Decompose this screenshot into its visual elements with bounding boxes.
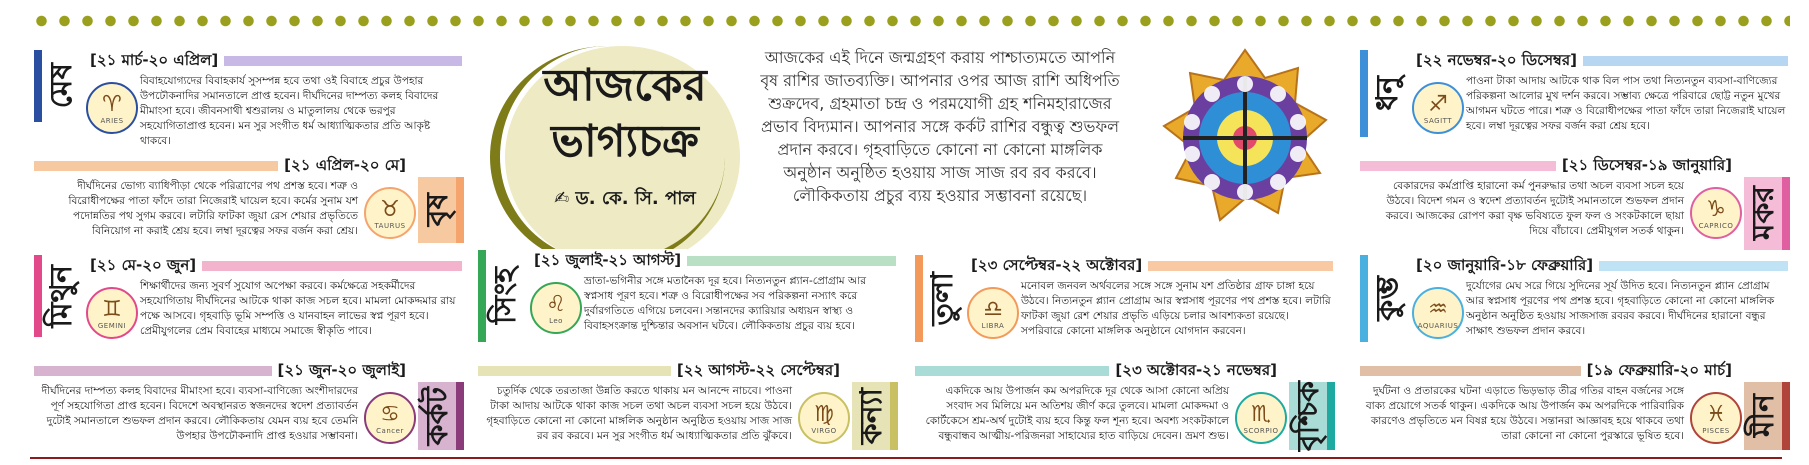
sign-name: তুলা	[924, 271, 960, 326]
zodiac-symbol-icon	[1412, 82, 1464, 134]
header-bar	[915, 366, 1109, 376]
sign-block	[34, 155, 464, 243]
sign-date-header	[915, 360, 1283, 382]
zodiac-symbol-icon	[1412, 287, 1464, 339]
zodiac-symbol-icon	[967, 287, 1019, 339]
sign-name-tab	[1360, 255, 1406, 342]
sign-name: মিথুন	[43, 264, 79, 328]
sign-date-range: [২২ আগস্ট-২২ সেপ্টেম্বর]	[671, 359, 846, 384]
sign-forecast-text: বেকারদের কর্মপ্রাপ্তি হারানো কর্ম পুনরুদ্ধার তথা অচল ব্যবসা সচল হয়ে উঠবে। বিদেশ গমন ও স্বদেশ প্রত্যাবর্তন দুটোই সমানতালে শুভফল প্রদান করবে। আজকের রোপণ করা বৃক্ষ ভবিষ্যতে ফুল ফল ও সংকটকালে ছায়া দিয়ে বাঁচাবে। প্রেমীযুগল সতর্ক থাকুন।	[1385, 180, 1684, 237]
zodiac-glyph: ♋	[380, 401, 400, 427]
zodiac-glyph: ♒	[1428, 296, 1448, 322]
zodiac-label: Cancer	[376, 426, 404, 435]
sign-block	[34, 50, 464, 147]
header-bar	[202, 261, 462, 271]
sign-block	[478, 360, 898, 450]
sign-name-tab	[1744, 177, 1790, 250]
title-line-2: ভাগ্যচক্র	[551, 116, 699, 167]
sign-forecast-text: দীর্ঘদিনের ভোগ্য ব্যাধিপীড়া থেকে পরিত্রাণের পথ প্রশস্ত হবে। শত্রু ও বিরোধীপক্ষের পাতা ফাঁদে তারা নিজেরাই ঘায়েল হবে। কর্মের সুনাম যশ পদোন্নতির পথ সুগম করবে। লটারি ফাটকা জুয়া রেস শেয়ার প্রভৃতিতে বিনিয়োগ না করাই শ্রেয় হবে। লম্বা দূরত্বের সফর বর্জন করা শ্রেয়।	[68, 180, 358, 237]
sign-date-header	[84, 50, 462, 72]
sign-name-tab	[418, 177, 464, 243]
sign-forecast-text: দুর্যোগের মেঘ সরে গিয়ে সুদিনের সূর্য উদিত হবে। নিত্যনতুন প্ল্যান প্রোগ্রাম আর স্বপ্নসাধ পূরণের পথ প্রশস্ত হবে। গৃহবাড়িতে কোনো না কোনো মাঙ্গলিক অনুষ্ঠান অনুষ্ঠিত হওয়ায় সাজসাজ রবরব করবে। দীর্ঘদিনের হারানো বন্ধুর সাক্ষাৎ শুভফল প্রদান করবে।	[1466, 280, 1775, 337]
sign-block	[1360, 50, 1790, 145]
sign-date-header	[84, 255, 462, 277]
header-bar	[34, 161, 278, 171]
sign-forecast-text: শিক্ষার্থীদের জন্য সুবর্ণ সুযোগ অপেক্ষা করবে। কর্মক্ষেত্রে সহকর্মীদের সহযোগিতায় দীর্ঘদিনের আটকে থাকা কাজ সচল হবে। মামলা মোকদ্দমার রায় পক্ষে আসবে। গৃহবাড়ি ভূমি সম্পত্তি ও যানবাহন লাভের স্বপ্ন পূরণ হবে। প্রেমীযুগলের প্রেম বিবাহের মাধ্যমে সমাজে স্বীকৃতি পাবে।	[140, 280, 456, 337]
sign-date-header	[528, 250, 896, 272]
zodiac-glyph: ♓	[1706, 401, 1726, 427]
intro-paragraph: আজকের এই দিনে জন্মগ্রহণ করায় পাশ্চাত্যমতে আপনি বৃষ রাশির জাতব্যক্তি। আপনার ওপর আজ রাশি অধিপতি শুক্রদেব, গ্রহমাতা চন্দ্র ও পরমযোগী গ্রহ শনিমহারাজের প্রভাব বিদ্যমান। আপনার সঙ্গে কর্কট রাশির বন্ধুত্ব শুভফল প্রদান করবে। গৃহবাড়িতে কোনো না কোনো মাঙ্গলিক অনুষ্ঠান অনুষ্ঠিত হওয়ায় সাজ সাজ রব রব করবে। লৌকিকতায় প্রচুর ব্যয় হওয়ার সম্ভাবনা রয়েছে।	[760, 48, 1120, 205]
sign-date-range: [২১ মার্চ-২০ এপ্রিল]	[84, 49, 224, 74]
zodiac-glyph: ♎	[983, 296, 1003, 322]
title-line-1: আজকের	[543, 60, 707, 111]
header-bar	[1360, 366, 1581, 376]
sign-name: বৃষ	[419, 193, 455, 227]
header-bar	[1583, 56, 1788, 66]
sign-name: মকর	[1745, 186, 1781, 241]
sign-date-range: [২০ জানুয়ারি-১৮ ফেব্রুয়ারি]	[1410, 254, 1599, 279]
sign-date-header	[965, 255, 1333, 277]
header-bar	[1360, 161, 1556, 171]
sign-date-range: [২১ ডিসেম্বর-১৯ জানুয়ারি]	[1556, 154, 1738, 179]
pen-icon: ✍	[554, 188, 570, 209]
zodiac-label: ARIES	[100, 116, 124, 125]
sign-name-tab	[1744, 382, 1790, 450]
zodiac-label: AQUARIUS	[1417, 321, 1459, 330]
zodiac-glyph: ♑	[1706, 196, 1726, 222]
zodiac-symbol-icon	[86, 287, 138, 339]
sign-forecast-text: বিবাহযোগ্যদের বিবাহকার্য সুসম্পন্ন হবে তথা ওই বিবাহে প্রচুর উপহার উপঢৌকনাদির সমানতালে প্রাপ্ত হবেন। দীর্ঘদিনের দাম্পত্য কলহ বিবাদের মীমাংসা হবে। জীবনসাথী শ্বশুরালয় ও মাতুলালয় থেকে ভরপুর সহযোগিতাপ্রাপ্ত হবেন। মন সুর সংগীত ধর্ম আধ্যাত্মিকতার প্রতি আকৃষ্ট থাকবে।	[140, 75, 439, 147]
sign-date-range: [১৯ ফেব্রুয়ারি-২০ মার্চ]	[1581, 359, 1738, 384]
zodiac-symbol-icon	[364, 392, 416, 444]
sign-date-range: [২১ জুন-২০ জুলাই]	[272, 359, 413, 384]
zodiac-wheel-image	[1160, 48, 1330, 228]
sign-block	[1360, 255, 1790, 350]
sign-name-tab	[418, 382, 464, 450]
zodiac-glyph: ♏	[1251, 401, 1271, 427]
zodiac-symbol-icon	[1690, 392, 1742, 444]
sign-date-header	[1360, 360, 1738, 382]
sign-date-range: [২১ এপ্রিল-২০ মে]	[278, 154, 412, 179]
zodiac-label: GEMINI	[97, 321, 127, 330]
sign-forecast-text: পাওনা টাকা আদায় আটকে থাক বিল পাস তথা নিত্যনতুন ব্যবসা-বাণিজ্যের পরিকল্পনা আলোর মুখ দর্শন করবে। সম্ভাব্য ক্ষেত্রে পরিবারে ছোট্ট নতুন মুখের আগমন ঘটতে পারে। শত্রু ও বিরোধীপক্ষের পাতা ফাঁদে তারা নিজেরাই ঘায়েল হবে। লম্বা দূরত্বের সফর বর্জন করা শ্রেয় হবে।	[1466, 75, 1786, 132]
zodiac-glyph: ♈	[102, 91, 122, 117]
zodiac-symbol-icon	[530, 282, 582, 334]
sign-forecast-text: মনোবল জনবল অর্থবলের সঙ্গে সঙ্গে সুনাম যশ প্রতিষ্ঠার গ্রাফ চাঙ্গা হয়ে উঠবে। নিত্যনতুন প্ল্যান প্রোগ্রাম আর স্বপ্নসাধ পূরণের পথ প্রশস্ত হবে। লটারি ফাটকা জুয়া রেশ শেয়ার প্রভৃতি এড়িয়ে চলার আবশ্যকতা রয়েছে। সপরিবারে কোনো মাঙ্গলিক অনুষ্ঠানে যোগদান করবেন।	[1021, 280, 1331, 337]
sign-name: মীন	[1745, 394, 1781, 438]
sign-date-header	[34, 155, 412, 177]
sign-name: কন্যা	[853, 387, 889, 445]
zodiac-symbol-icon	[1235, 392, 1287, 444]
header-bar	[478, 366, 671, 376]
sign-name-tab	[1360, 50, 1406, 137]
sign-date-header	[34, 360, 412, 382]
sign-date-range: [২৩ সেপ্টেম্বর-২২ অক্টোবর]	[965, 254, 1148, 279]
sign-forecast-text: চতুর্দিক থেকে তরতাজা উন্নতি করতে থাকায় মন আনন্দে নাচবে। পাওনা টাকা আদায় আটকে থাকা কাজ সচল তথা অচল ব্যবসা সচল হয়ে উঠবে। গৃহবাড়িতে কোনো না কোনো মাঙ্গলিক অনুষ্ঠান অনুষ্ঠিত হওয়ায় সাজ সাজ রব রব করবে। মন সুর সংগীত ধর্ম আধ্যাত্মিকতার প্রতি ঝুঁকবে।	[486, 385, 792, 442]
sign-name: সিংহ	[487, 267, 523, 325]
sign-forecast-text: দীর্ঘদিনের দাম্পত্য কলহ বিবাদের মীমাংসা হবে। ব্যবসা-বাণিজ্যে অংশীদারদের পূর্ণ সহযোগিতা প্রাপ্ত হবেন। বিদেশে অবস্থানরত স্বজনদের স্বদেশ প্রত্যাবর্তন দুটোই সমানতালে শুভফল প্রদান করবে। লৌকিকতায় যেমন ব্যয় হবে তেমনি উপহার উপঢৌকনাদি প্রাপ্ত হওয়ার সম্ভাবনা।	[41, 385, 358, 442]
sign-name-tab	[478, 250, 524, 342]
zodiac-label: TAURUS	[374, 221, 406, 230]
sign-name: মেষ	[43, 63, 79, 109]
dotted-border	[30, 14, 1790, 28]
sign-forecast-text: ভ্রাতা-ভগিনীর সঙ্গে মতানৈক্য দূর হবে। নিত্যনতুন প্ল্যান-প্রোগ্রাম আর স্বপ্নসাধ পূরণ হবে। শত্রু ও বিরোধীপক্ষের সব পরিকল্পনা নস্যাৎ করে দুর্বারগতিতে এগিয়ে চলবেন। সন্তানদের ক্যারিয়ার অধ্যয়ন স্বাস্থ্য ও বিবাহসংক্রান্ত দুশ্চিন্তার অবসান ঘটবে। লৌকিকতায় প্রচুর ব্যয় হবে।	[584, 275, 866, 332]
author-line	[520, 184, 730, 215]
sign-date-header	[478, 360, 846, 382]
sign-date-header	[1410, 50, 1788, 72]
header-bar	[224, 56, 462, 66]
header-bar	[1148, 261, 1333, 271]
author-name: ড. কে. সি. পাল	[575, 188, 696, 209]
sign-forecast-text: একদিকে আয় উপার্জন কম অপরদিকে দূর থেকে আসা কোনো অপ্রিয় সংবাদ সব মিলিয়ে মন অতিশয় জীর্ণ করে তুলবে। মামলা মোকদ্দমা ও কোর্টকেসে শ্রম-অর্থ দুটোই ব্যয় হবে কিন্তু ফল শূন্য হবে। অবশ্য সংকটকালে বন্ধুবান্ধব আত্মীয়-পরিজনরা সাহায্যের হাত বাড়িয়ে দেবেন। ভ্রমণ শুভ।	[925, 385, 1229, 442]
sign-date-range: [২১ মে-২০ জুন]	[84, 254, 202, 279]
sign-name: কর্কট	[419, 386, 455, 446]
sign-date-range: [২২ নভেম্বর-২০ ডিসেম্বর]	[1410, 49, 1583, 74]
zodiac-symbol-icon	[798, 392, 850, 444]
zodiac-label: VIRGO	[811, 426, 837, 435]
header-bar	[687, 256, 896, 266]
zodiac-label: CAPRICO	[1698, 221, 1734, 230]
sign-name: বৃশ্চিক	[1290, 380, 1326, 452]
sign-block	[915, 255, 1335, 350]
sign-name: কুম্ভ	[1369, 276, 1405, 321]
zodiac-symbol-icon	[1690, 187, 1742, 239]
sign-block	[478, 250, 898, 350]
zodiac-label: LIBRA	[981, 321, 1005, 330]
zodiac-glyph: ♌	[546, 291, 566, 317]
zodiac-label: PISCES	[1702, 426, 1730, 435]
zodiac-label: SCORPIO	[1243, 426, 1279, 435]
bottom-rule	[30, 457, 1782, 459]
sign-name-tab	[852, 382, 898, 450]
zodiac-glyph: ♐	[1428, 91, 1448, 117]
zodiac-glyph: ♉	[380, 196, 400, 222]
zodiac-symbol-icon	[364, 187, 416, 239]
sign-block	[34, 255, 464, 345]
zodiac-label: SAGITT	[1423, 116, 1453, 125]
sign-block	[1360, 155, 1790, 250]
header-bar	[34, 366, 272, 376]
sign-block	[34, 360, 464, 450]
sign-name-tab	[1289, 382, 1335, 450]
sign-date-header	[1410, 255, 1788, 277]
header-bar	[1599, 261, 1788, 271]
sign-date-range: [২১ জুলাই-২১ আগস্ট]	[528, 249, 687, 274]
zodiac-symbol-icon	[86, 82, 138, 134]
zodiac-glyph: ♍	[814, 401, 834, 427]
page-title	[520, 58, 730, 170]
sign-block	[915, 360, 1335, 450]
zodiac-label: Leo	[549, 316, 563, 325]
sign-forecast-text: দুর্ঘটনা ও প্রতারকের ঘটনা এড়াতে ভিড়ভাড় তীব্র গতির বাহন বর্জনের সঙ্গে বাক্য প্রয়োগে সতর্ক থাকুন। একদিকে আয় উপার্জন কম অপরদিকে পারিবারিক কারণেও প্রভৃতিতে মন বিষণ্ণ হয়ে উঠবে। সন্তানরা আজ্ঞাবহ হয়ে থাকবে তথা তারা কোনো না কোনো পুরস্কারে ভূষিত হবে।	[1365, 385, 1684, 442]
sign-date-range: [২৩ অক্টোবর-২১ নভেম্বর]	[1109, 359, 1283, 384]
sign-name-tab	[34, 255, 80, 337]
sign-name: ধনু	[1369, 76, 1405, 111]
sign-date-header	[1360, 155, 1738, 177]
sign-block	[1360, 360, 1790, 450]
sign-name-tab	[915, 255, 961, 342]
sign-name-tab	[34, 50, 80, 122]
zodiac-glyph: ♊	[102, 296, 122, 322]
